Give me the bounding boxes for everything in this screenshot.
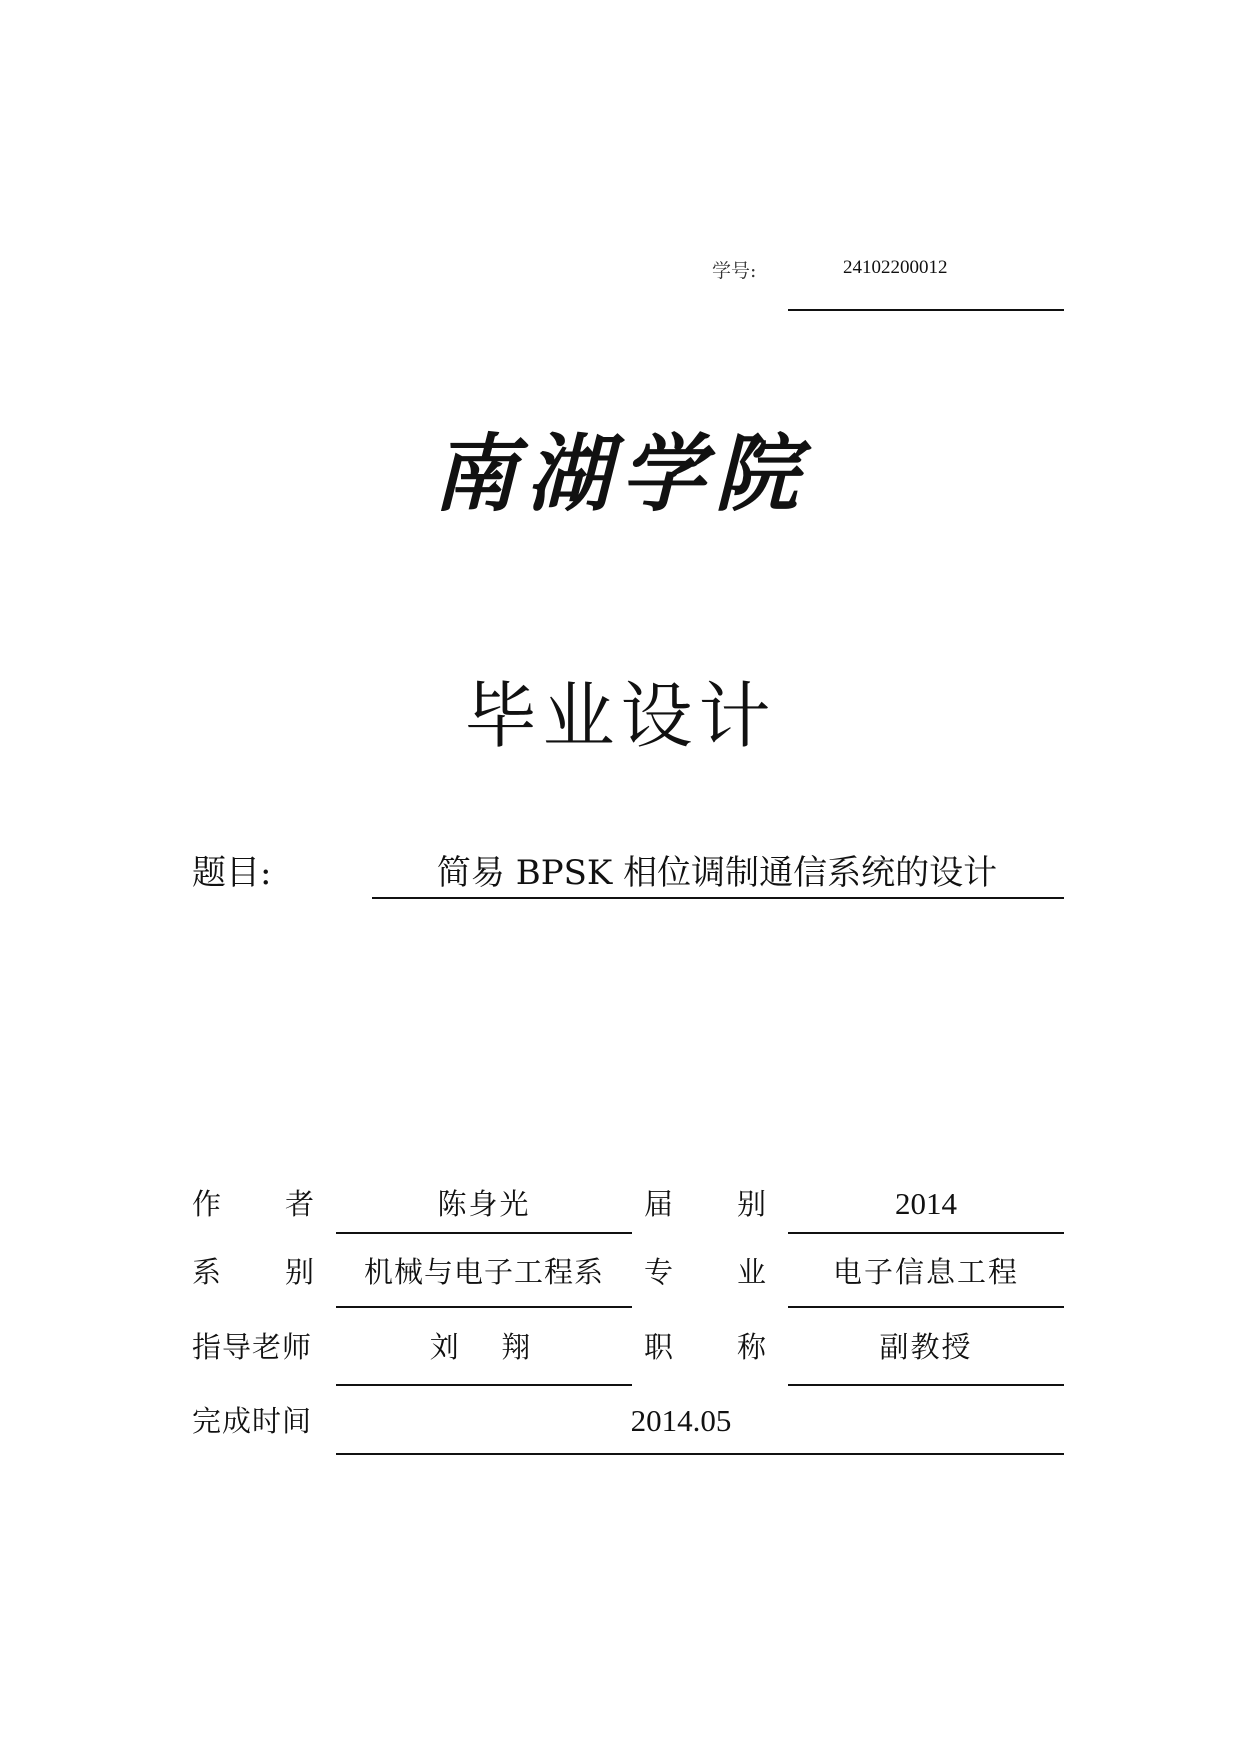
class-year-label-char-1: 届 bbox=[644, 1187, 674, 1221]
topic-label: 题目: bbox=[192, 853, 272, 893]
author-underline bbox=[336, 1232, 632, 1234]
department-label-char-2: 别 bbox=[284, 1255, 314, 1289]
department-label bbox=[192, 1255, 314, 1289]
author-label-char-2: 者 bbox=[284, 1187, 314, 1221]
title-label-char-2: 称 bbox=[736, 1330, 766, 1364]
author-label bbox=[192, 1187, 314, 1221]
title-underline bbox=[788, 1384, 1064, 1386]
topic-value: 简易 BPSK 相位调制通信系统的设计 bbox=[436, 853, 998, 893]
completion-label: 完成时间 bbox=[192, 1404, 313, 1438]
student-id-label: 学号: bbox=[712, 260, 757, 282]
school-name: 南湖学院 bbox=[432, 424, 809, 523]
class-year-label bbox=[644, 1187, 766, 1221]
completion-value: 2014.05 bbox=[630, 1403, 732, 1438]
major-underline bbox=[788, 1306, 1064, 1308]
department-value: 机械与电子工程系 bbox=[363, 1255, 604, 1289]
topic-underline bbox=[372, 897, 1064, 899]
advisor-label: 指导老师 bbox=[192, 1330, 313, 1364]
title-label-char-1: 职 bbox=[644, 1330, 674, 1364]
class-year-underline bbox=[788, 1232, 1064, 1234]
author-label-char-1: 作 bbox=[192, 1187, 222, 1221]
student-id-underline bbox=[788, 309, 1064, 311]
document-type: 毕业设计 bbox=[464, 674, 777, 758]
author-value: 陈身光 bbox=[437, 1187, 531, 1221]
department-underline bbox=[336, 1306, 632, 1308]
completion-underline bbox=[336, 1453, 1064, 1455]
class-year-value: 2014 bbox=[895, 1186, 957, 1221]
major-label bbox=[644, 1255, 766, 1289]
major-label-char-2: 业 bbox=[736, 1255, 766, 1289]
class-year-label-char-2: 别 bbox=[736, 1187, 766, 1221]
advisor-value: 刘 翔 bbox=[429, 1330, 539, 1364]
major-value: 电子信息工程 bbox=[832, 1255, 1019, 1289]
student-id-value: 24102200012 bbox=[843, 257, 948, 278]
major-label-char-1: 专 bbox=[644, 1255, 674, 1289]
title-label bbox=[644, 1330, 766, 1364]
department-label-char-1: 系 bbox=[192, 1255, 222, 1289]
advisor-underline bbox=[336, 1384, 632, 1386]
title-value: 副教授 bbox=[879, 1330, 973, 1364]
